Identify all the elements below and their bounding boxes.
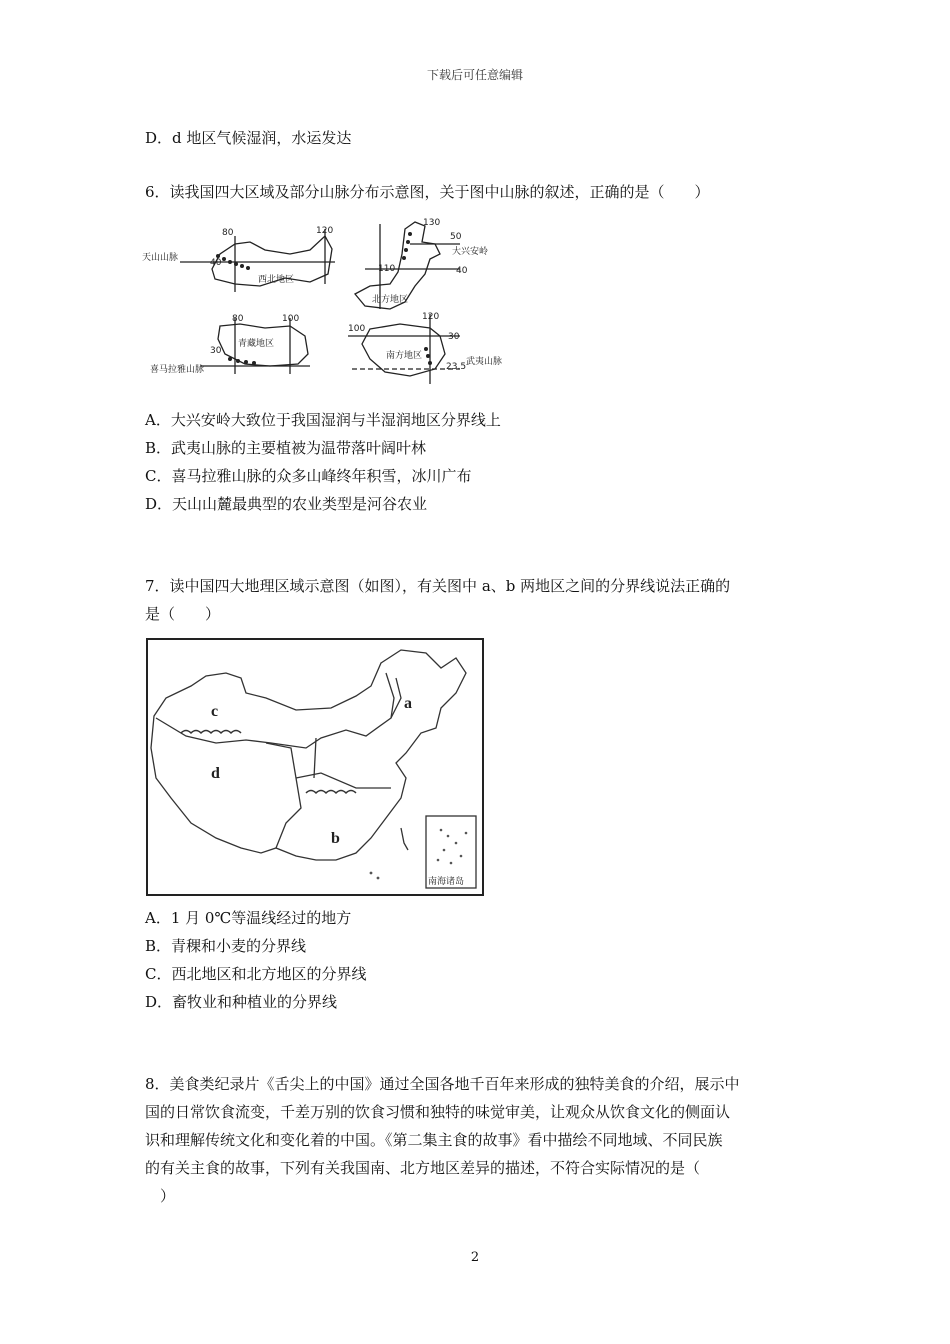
north-region-label: 北方地区 [372, 295, 409, 305]
himalaya-label: 喜马拉雅山脉 [150, 365, 205, 375]
q7-option-d: D．畜牧业和种植业的分界线 [145, 993, 338, 1011]
nw-lat-label: 40 [210, 258, 222, 268]
wuyi-label: 武夷山脉 [466, 357, 503, 367]
q6-stem: 6．读我国四大区域及部分山脉分布示意图，关于图中山脉的叙述，正确的是（ ） [145, 183, 710, 201]
region-c-label: c [211, 703, 219, 720]
qt-lon1-label: 80 [232, 314, 244, 324]
page-number: 2 [470, 1250, 480, 1265]
north-lon1-label: 130 [423, 218, 441, 228]
q6-option-a: A．大兴安岭大致位于我国湿润与半湿润地区分界线上 [145, 411, 501, 429]
q8-line1: 8．美食类纪录片《舌尖上的中国》通过全国各地千百年来形成的独特美食的介绍，展示中 [145, 1075, 740, 1093]
tianshan-label: 天山山脉 [142, 253, 179, 263]
q7-china-map [146, 638, 484, 896]
q6-option-c: C．喜马拉雅山脉的众多山峰终年积雪，冰川广布 [145, 467, 472, 485]
q6-region-maps [140, 214, 520, 394]
region-b-label: b [331, 830, 340, 847]
south-region-label: 南方地区 [386, 351, 423, 361]
nw-lon1-label: 80 [222, 228, 234, 238]
south-lat1-label: 30 [448, 332, 460, 342]
region-d-label: d [211, 765, 220, 782]
qt-lon2-label: 100 [282, 314, 300, 324]
q6-option-b: B．武夷山脉的主要植被为温带落叶阔叶林 [145, 439, 427, 457]
region-a-label: a [404, 695, 412, 712]
q7-option-c: C．西北地区和北方地区的分界线 [145, 965, 367, 983]
q7-stem-line1: 7．读中国四大地理区域示意图（如图），有关图中 a、b 两地区之间的分界线说法正确的 [145, 577, 731, 595]
qt-region-label: 青藏地区 [238, 339, 275, 349]
nw-region-label: 西北地区 [258, 275, 295, 285]
south-lat2-label: 23.5 [446, 362, 467, 372]
q6-option-d: D．天山山麓最典型的农业类型是河谷农业 [145, 495, 428, 513]
north-lat1-label: 50 [450, 232, 462, 242]
q7-option-a: A．1 月 0℃等温线经过的地方 [145, 909, 352, 927]
nw-lon2-label: 120 [316, 226, 334, 236]
north-lat2-label: 40 [456, 266, 468, 276]
south-lon1-label: 100 [348, 324, 366, 334]
north-lon2-label: 110 [378, 264, 396, 274]
south-lon2-label: 120 [422, 312, 440, 322]
q7-map-drawing [146, 638, 484, 896]
page-header: 下载后可任意编辑 [426, 68, 523, 82]
q8-line3: 识和理解传统文化和变化着的中国。《第二集主食的故事》看中描绘不同地域、不同民族 [145, 1131, 723, 1149]
q7-option-b: B．青稞和小麦的分界线 [145, 937, 307, 955]
inset-label: 南海诸岛 [428, 877, 465, 887]
qt-lat-label: 30 [210, 346, 222, 356]
q7-stem-line2: 是（ ） [145, 605, 221, 623]
q8-line4: 的有关主食的故事，下列有关我国南、北方地区差异的描述，不符合实际情况的是（ [145, 1159, 701, 1177]
q5-option-d: D．d 地区气候湿润，水运发达 [145, 129, 352, 147]
q8-line5: ） [160, 1187, 176, 1205]
dxal-label: 大兴安岭 [452, 247, 489, 257]
q8-line2: 国的日常饮食流变，千差万别的饮食习惯和独特的味觉审美，让观众从饮食文化的侧面认 [145, 1103, 731, 1121]
